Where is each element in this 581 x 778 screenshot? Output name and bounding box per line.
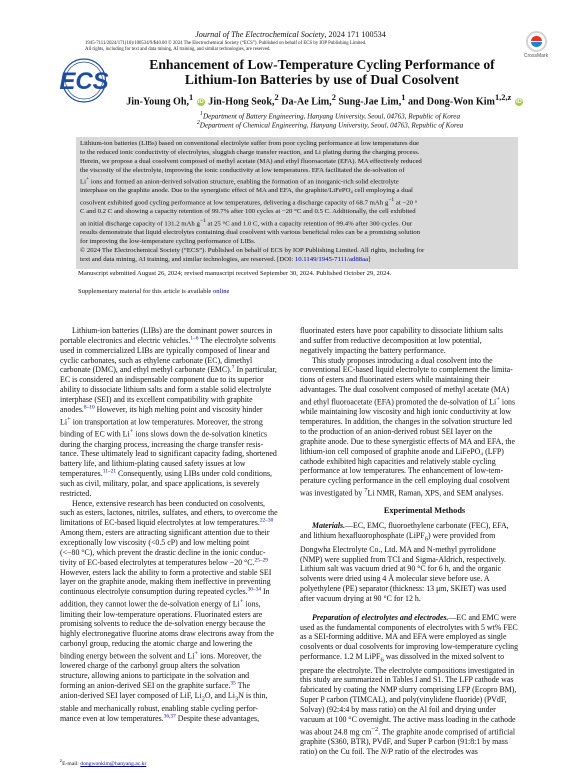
copyright-line-1: 1945-7111/2024/171(10)/100534/9/$40.00 © 2024 The Electrochemical Society (“ECS”). Published on behalf of ECS by IOP Publishing Limited. bbox=[85, 41, 367, 46]
supplementary-text: Supplementary material for this article is available bbox=[78, 288, 213, 295]
copyright-line-2: All rights, including for text and data mining, AI training, and similar technologies, are reserved. bbox=[85, 47, 271, 53]
abstract-line: an initial discharge capacity of 131.2 mAh $g^{-1}$ at 25 °C and 1.0 C, with a capacity retention of 99.4% after 300 cycles. Our bbox=[80, 218, 413, 228]
copyright-notice bbox=[85, 41, 515, 53]
affiliation-2-text: Department of Chemical Engineering, Hanyang University, Seoul, 04763, Republic of Korea bbox=[199, 121, 464, 130]
journal-reference: , 2024 171 100534 bbox=[324, 30, 386, 39]
author-5-affil: 1,2,z bbox=[494, 93, 512, 102]
abstract-line: Li+ ions and formed an anion-derived solvation structure, enabling the formation of an inorganic-rich solid electrolyte bbox=[80, 176, 399, 186]
citation[interactable]: 35 bbox=[230, 680, 236, 687]
paragraph: Hence, extensive research has been conducted on cosolvents, such as esters, lactones, nitriles, sulfates, and ethers, to overcome the limitations of EC-based liquid electrolytes at low temperatures.$^{22-30}$ Among them, esters are attracting significant attention due to their exceptionally low viscosity (<0.5 cP) and low melting point (<−80 °C), which prevent the drastic decline in the ionic conduc- tivity of EC-based electrolytes at temperatures below −20 °C.$^{25-29}$ However, esters lack the ability to form a protective and stable SEI layer on the graphite anode, making them ineffective in preventing continuous electrolyte consumption during repeated cycles.$^{30-34}$ In addition, they cannot lower the de-solvation energy of Li+ ions, limiting their low-temperature operations. Fluorinated esters are promising solvents to reduce the de-solvation energy because the highly electronegative fluorine atoms draw electrons away from the carbonyl group, reducing the atomic charge and lowering the binding energy between the solvent and Li+ ions. Moreover, the lowered charge of the carbonyl group alters the solvation structure, allowing anions to participate in the solvation and forming an anion-derived SEI on the graphite surface.$^{35}$ The anion-derived SEI layer composed of LiF, $Li_2O$, and $Li_3N$ is thin, stable and mechanically robust, enabling stable cycling perfor- mance even at low temperatures.$^{36,37}$ Despite these advantages, bbox=[60, 498, 278, 724]
abstract-line: results demonstrate that liquid electrolytes containing dual cosolvent with various beneficial roles can be a promising solution bbox=[80, 229, 421, 237]
section-heading: Experimental Methods bbox=[383, 505, 466, 515]
footnote bbox=[60, 759, 146, 767]
citation[interactable]: 1–6 bbox=[190, 335, 199, 342]
email-link[interactable]: dongwonkim@hanyang.ac.kr bbox=[80, 760, 147, 767]
citation[interactable]: 36,37 bbox=[163, 713, 176, 720]
author-1: Jin-Young Oh, bbox=[126, 96, 190, 108]
abstract-line: text and data mining, AI training, and similar technologies, are reserved. [DOI: 10.1149/1945-7111/ad88aa] bbox=[80, 255, 371, 263]
subsection-heading: Materials. bbox=[312, 521, 346, 531]
orcid-icon[interactable]: iD bbox=[515, 99, 522, 106]
subsection-heading: Preparation of electrolytes and electrodes. bbox=[312, 612, 449, 622]
title-line-1: Enhancement of Low-Temperature Cycling Performance of bbox=[149, 57, 495, 72]
author-3-affil: 2 bbox=[331, 93, 336, 102]
author-3: Da-Ae Lim, bbox=[281, 96, 332, 108]
article-title bbox=[122, 57, 522, 88]
abstract-line: © 2024 The Electrochemical Society (“ECS”). Published on behalf of ECS by IOP Publishing Limited. All rights, including for bbox=[80, 247, 425, 255]
crossmark-icon bbox=[526, 31, 547, 52]
paragraph: This study proposes introducing a dual cosolvent into the conventional EC-based liquid electrolyte to complement the limita- tions of esters and fluorinated esters while maintaining their advantages. The dual cosolvent composed of methyl acetate (MA) and ethyl fluoroacetate (EFA) promoted the de-solvation of Li+ ions while maintaining low viscosity and high ionic conductivity at low temperatures. In addition, the changes in the solvation structure led to the production of an anion-derived robust SEI layer on the graphite anode. Due to these synergistic effects of MA and EFA, the lithium-ion cell composed of graphite anode and LiFePO₄ (LFP) cathode exhibited high capacities and relatively stable cycling performance at low temperatures. The enhancement of low-tem- perature cycling performance in the cell employing dual cosolvent was investigated by $^7$Li NMR, Raman, XPS, and SEM analyses. bbox=[300, 355, 516, 498]
abstract-line: cosolvent exhibited good cycling performance at low temperatures, delivering a discharge capacity of 68.7 mAh $g^{-1}$ at −20 ° bbox=[80, 197, 418, 207]
author-1-affil: 1 bbox=[189, 93, 194, 102]
crossmark-label: CrossMark bbox=[523, 53, 549, 59]
doi-link[interactable]: 10.1149/1945-7111/ad88aa bbox=[294, 255, 369, 263]
affiliation-1-text: Department of Battery Engineering, Hanyang University, Seoul, 04763, Republic of Korea bbox=[202, 112, 460, 121]
author-4-affil: 1 bbox=[401, 93, 406, 102]
paragraph: Materials.—EC, EMC, fluoroethylene carbonate (FEC), EFA, and lithium hexafluorophosphate (LiPF$_6$) were provided from Dongwha Electrolyte Co., Ltd. MA and N-methyl pyrrolidone (NMP) were supplied from TCI and Sigma-Aldrich, respectively. Lithium salt was vacuum dried at 90 °C for 6 h, and the organic solvents were dried using 4 Å molecular sieve before use. A polyethylene (PE) separator (thickness: 13 μm, SKIET) was used after vacuum drying at 90 °C for 12 h. bbox=[300, 521, 509, 603]
abstract-line: Lithium-ion batteries (LIBs) based on conventional electrolyte suffer from poor cycling performance at low temperatures due bbox=[80, 140, 419, 147]
citation[interactable]: 25–29 bbox=[254, 557, 268, 564]
author-4: Sung-Jae Lim, bbox=[338, 96, 402, 108]
author-2-affil: 2 bbox=[274, 93, 279, 102]
supplementary-note bbox=[78, 288, 518, 296]
manuscript-dates: Manuscript submitted August 26, 2024; revised manuscript received September 30, 2024. Published October 29, 2024. bbox=[78, 270, 392, 277]
abstract-line: the viscosity of the electrolyte, improving the ionic conductivity at low temperatures. EFA facilitated the de-solvation of bbox=[80, 166, 405, 174]
affiliation-1-mark: 1 bbox=[200, 111, 203, 117]
crossmark-badge[interactable] bbox=[521, 31, 551, 59]
footnote-mark: z bbox=[60, 759, 63, 764]
left-column bbox=[60, 326, 309, 724]
abstract-line: for improving the low-temperature cycling performance of LIBs. bbox=[80, 238, 256, 246]
ecs-logo-text: ECS bbox=[59, 68, 109, 95]
orcid-icon[interactable]: iD bbox=[197, 99, 204, 106]
abstract-line: to the reduced ionic conductivity of electrolytes, sluggish charge transfer reaction, and Li plating during the charging process. bbox=[80, 148, 420, 156]
abstract-line: interphase on the graphite anode. Due to the synergistic effect of MA and EFA, the graphite/LiFePO₄ cell employing a dual bbox=[80, 187, 413, 195]
citation[interactable]: 22–30 bbox=[259, 517, 274, 524]
title-line-2: Lithium-Ion Batteries by use of Dual Cosolvent bbox=[184, 72, 460, 88]
author-2: Jin-Hong Seok, bbox=[208, 96, 275, 108]
citation[interactable]: 7 bbox=[231, 364, 235, 371]
author-list bbox=[110, 93, 540, 107]
citation[interactable]: 30–34 bbox=[247, 586, 262, 593]
abstract-line: Herein, we propose a dual cosolvent composed of methyl acetate (MA) and ethyl fluoroacetate (EFA). MA effectively reduced bbox=[80, 157, 422, 165]
ecs-logo bbox=[58, 58, 110, 103]
abstract-line: C and 0.2 C and showing a capacity retention of 99.7% after 100 cycles at −20 °C and 0.5 C. Additionally, the cell exhibited bbox=[80, 208, 416, 216]
footnote-label: E-mail: bbox=[62, 760, 81, 767]
journal-title: Journal of The Electrochemical Society bbox=[195, 30, 325, 39]
paragraph: fluorinated esters have poor capability to dissociate lithium salts and suffer from reductive decomposition at low potential, negatively impacting the battery performance. bbox=[300, 326, 503, 355]
paragraph: Lithium-ion batteries (LIBs) are the dominant power sources in portable electronics and electric vehicles.$^{1-6}$ The electrolyte solvents used in commercialized LIBs are typically composed of linear and cyclic carbonates, such as ethylene carbonate (EC), dimethyl carbonate (DMC), and ethyl methyl carbonate (EMC).$^7$ In particular, EC is considered an indispensable component due to its superior ability to dissociate lithium salts and form a stable solid electrolyte interphase (SEI) and its excellent compatibility with graphite anodes.$^{8-10}$ However, its high melting point and viscosity hinder Li+ ion transportation at low temperatures. Moreover, the strong binding of EC with Li+ ions slows down the de-solvation kinetics during the charging process, increasing the charge transfer resis- tance. These ultimately lead to significant capacity fading, shortened battery life, and lithium-plating caused safety issues at low temperatures.$^{11-21}$ Consequently, using LIBs under cold conditions, such as civil, military, polar, and space applications, is severely restricted. bbox=[60, 326, 277, 498]
citation[interactable]: 8–10 bbox=[83, 404, 95, 411]
abstract-box bbox=[76, 137, 518, 269]
journal-header bbox=[0, 30, 581, 39]
affiliation-2 bbox=[120, 120, 540, 129]
paragraph: Preparation of electrolytes and electrodes.—EC and EMC were used as the fundamental components of electrolytes with 5 wt% FEC as a SEI-forming additive. MA and EFA were employed as single cosolvents or dual cosolvents for improving low-temperature cycling performance. 1.2 M LiPF$_6$ was dissolved in the mixed solvent to prepare the electrolyte. The electrolyte compositions investigated in this study are summarized in Tables I and S1. The LFP cathode was fabricated by coating the NMP slurry comprising LFP (Ecopro BM), Super P carbon (TIMCAL), and poly(vinylidene fluoride) (PVdF, Solvay) (92:4:4 by mass ratio) on the Al foil and drying under vacuum at 100 °C overnight. The active mass loading in the cathode was about 24.8 mg $cm^{-2}$. The graphite anode comprised of artificial graphite (S360, BTR), PVdF, and Super P carbon (91:8:1 by mass ratio) on the Cu foil. The N/P ratio of the electrodes was bbox=[300, 612, 519, 756]
author-5: and Dong-Won Kim bbox=[407, 96, 495, 108]
citation[interactable]: 11–21 bbox=[102, 468, 117, 475]
right-column bbox=[300, 326, 549, 757]
supplementary-link[interactable]: online bbox=[212, 288, 230, 295]
affiliation-2-mark: 2 bbox=[196, 120, 200, 126]
affiliation-1 bbox=[120, 111, 540, 120]
